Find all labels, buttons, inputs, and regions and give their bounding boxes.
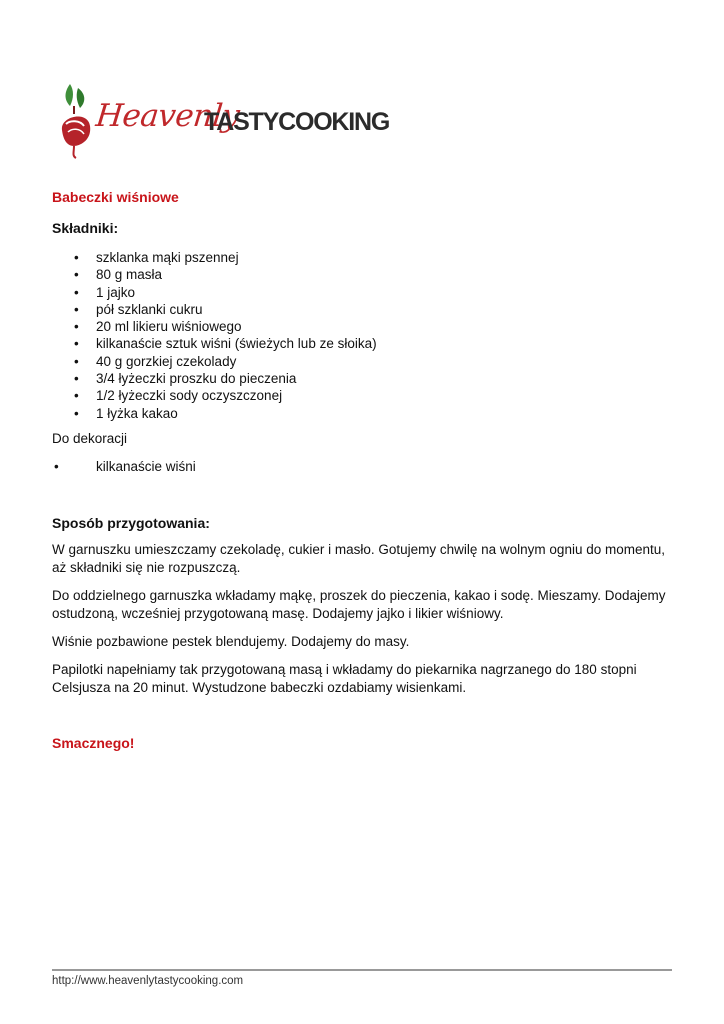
beet-icon [56, 80, 96, 160]
method-heading: Sposób przygotowania: [52, 514, 210, 531]
method-step: W garnuszku umieszczamy czekoladę, cukier i masło. Gotujemy chwilę na wolnym ogniu do momentu, aż składniki się nie rozpuszczą. [52, 541, 665, 575]
list-item: • 1 łyżka kakao [52, 405, 672, 422]
list-item: • szklanka mąki pszennej [52, 249, 672, 266]
decoration-heading: Do dekoracji [52, 430, 128, 446]
list-item: • pół szklanki cukru [52, 301, 672, 318]
logo-brand-text: TASTYCOOKING [204, 108, 390, 136]
footer-divider [52, 969, 672, 971]
method-step: Do oddzielnego garnuszka wkładamy mąkę, proszek do pieczenia, kakao i sodę. Mieszamy. Dodajemy ostudzoną, wcześniej przygotowaną masę. Dodajemy jajko i likier wiśniowy. [52, 587, 666, 621]
list-item: • 3/4 łyżeczki proszku do pieczenia [52, 370, 672, 387]
list-item: • 80 g masła [52, 266, 672, 283]
ingredients-heading: Składniki: [52, 220, 119, 236]
list-item: • 20 ml likieru wiśniowego [52, 318, 672, 335]
list-item: • 1/2 łyżeczki sody oczyszczonej [52, 387, 672, 404]
method-step: Wiśnie pozbawione pestek blendujemy. Dodajemy do masy. [52, 633, 410, 649]
logo-script-text: Heavenly [94, 98, 242, 134]
recipe-content [52, 188, 672, 753]
list-item: • kilkanaście sztuk wiśni (świeżych lub ze słoika) [52, 335, 672, 352]
footer-url-link[interactable]: http://www.heavenlytastycooking.com [52, 975, 244, 987]
decoration-item: kilkanaście wiśni [96, 458, 196, 474]
bullet-icon: • [54, 458, 59, 474]
method-step: Papilotki napełniamy tak przygotowaną masą i wkładamy do piekarnika nagrzanego do 180 stopni Celsjusza na 20 minut. Wystudzone babeczki ozdabiamy wisienkami. [52, 661, 637, 695]
list-item: • 1 jajko [52, 284, 672, 301]
decoration-item-row [52, 458, 672, 476]
list-item: • 40 g gorzkiej czekolady [52, 353, 672, 370]
ingredients-list [52, 249, 672, 422]
closing-text: Smacznego! [52, 734, 135, 751]
recipe-title: Babeczki wiśniowe [52, 189, 179, 205]
